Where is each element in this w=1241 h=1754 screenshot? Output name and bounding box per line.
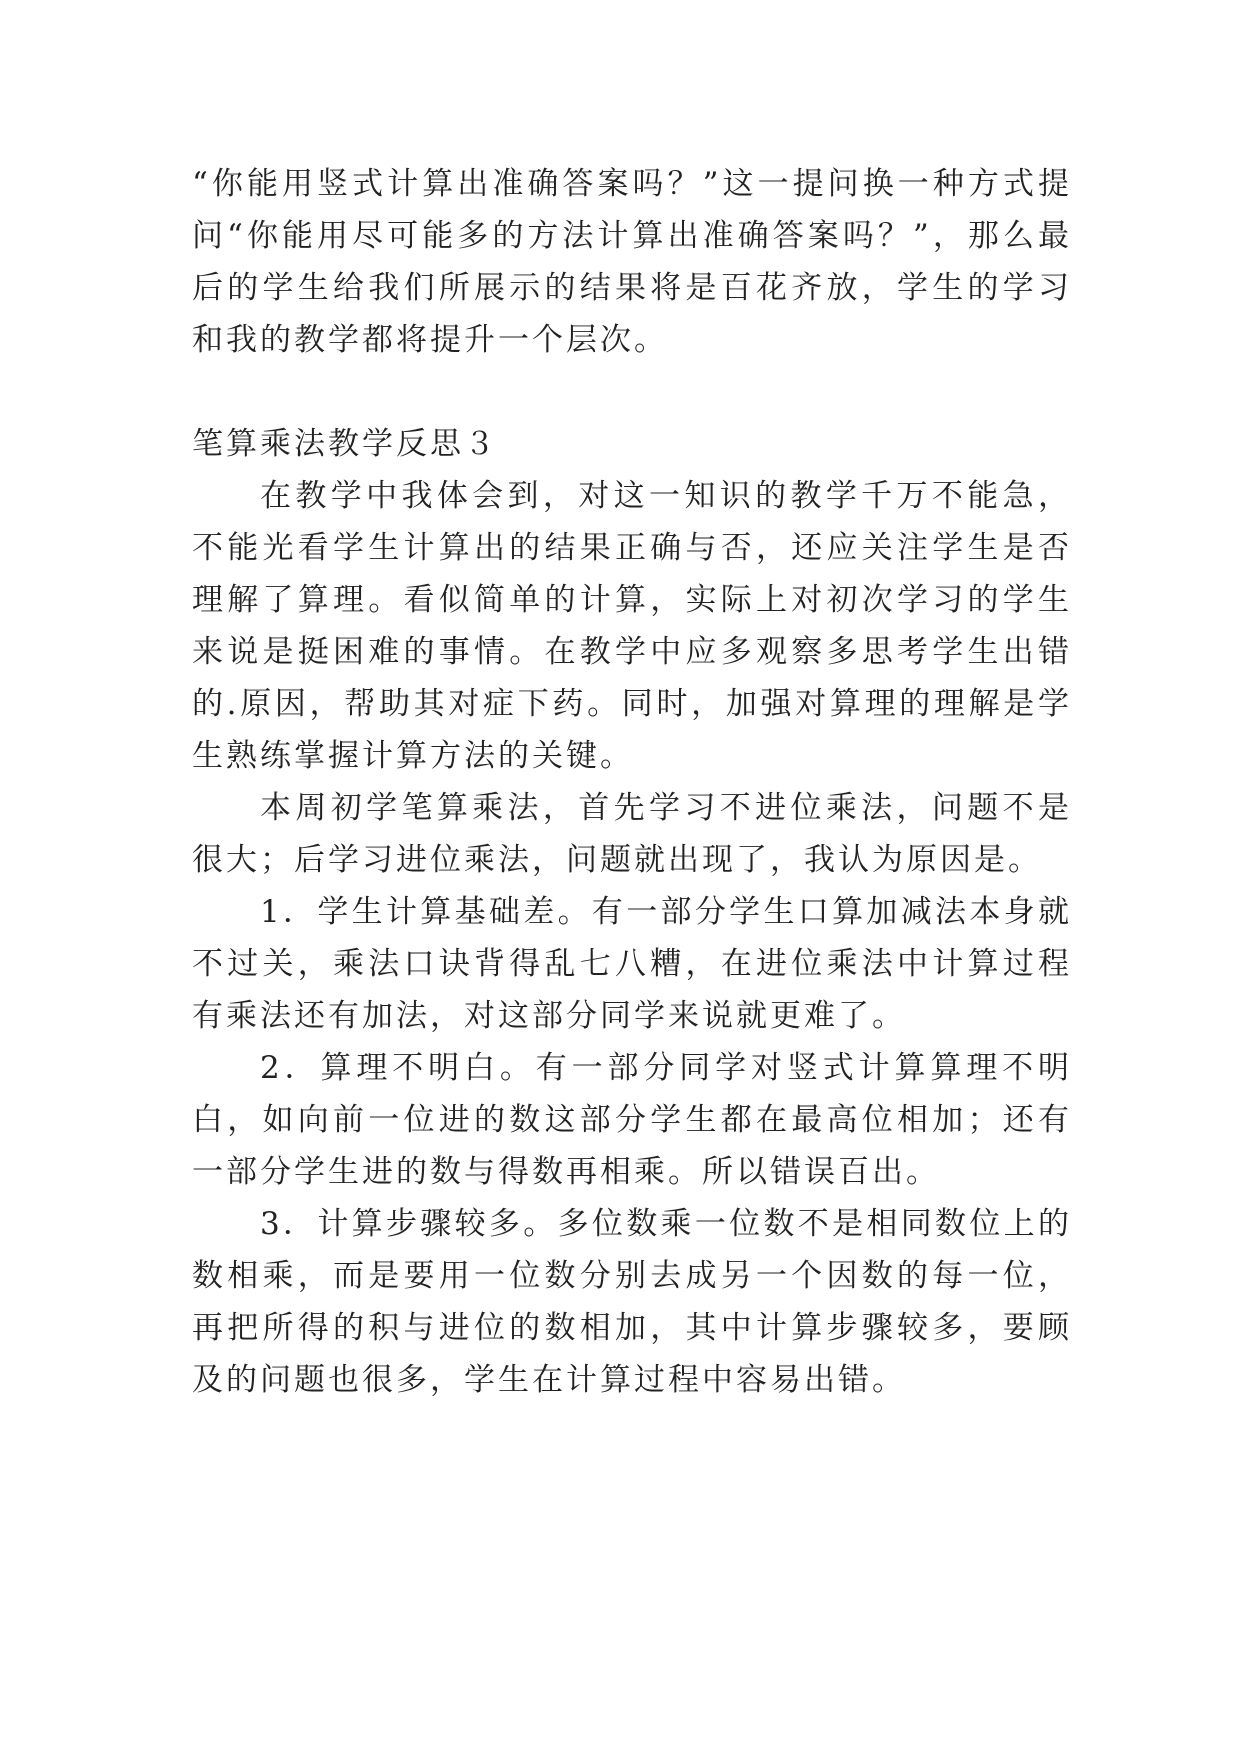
list-item-1: 1．学生计算基础差。有一部分学生口算加减法本身就不过关，乘法口诀背得乱七八糟，在进位乘法中计算过程有乘法还有加法，对这部分同学来说就更难了。 — [192, 894, 1072, 1034]
section-title: 笔算乘法教学反思３ — [192, 426, 498, 462]
list-item-3: 3．计算步骤较多。多位数乘一位数不是相同数位上的数相乘，而是要用一位数分别去成另一个因数的每一位，再把所得的积与进位的数相加，其中计算步骤较多，要顾及的问题也很多，学生在计算过程中容易出错。 — [192, 1206, 1072, 1398]
body-paragraph: 在教学中我体会到，对这一知识的教学千万不能急，不能光看学生计算出的结果正确与否，还应关注学生是否理解了算理。看似简单的计算，实际上对初次学习的学生来说是挺困难的事情。在教学中应多观察多思考学生出错的.原因，帮助其对症下药。同时，加强对算理的理解是学生熟练掌握计算方法的关键。 — [192, 478, 1072, 774]
list-item-2: 2．算理不明白。有一部分同学对竖式计算算理不明白，如向前一位进的数这部分学生都在最高位相加；还有一部分学生进的数与得数再相乘。所以错误百出。 — [192, 1050, 1072, 1190]
body-paragraph: 本周初学笔算乘法，首先学习不进位乘法，问题不是很大；后学习进位乘法，问题就出现了，我认为原因是。 — [192, 790, 1072, 878]
continuation-paragraph: “你能用竖式计算出准确答案吗？”这一提问换一种方式提问“你能用尽可能多的方法计算出准确答案吗？”，那么最后的学生给我们所展示的结果将是百花齐放，学生的学习和我的教学都将提升一个层次。 — [192, 166, 1072, 358]
document-body — [192, 158, 1072, 1406]
